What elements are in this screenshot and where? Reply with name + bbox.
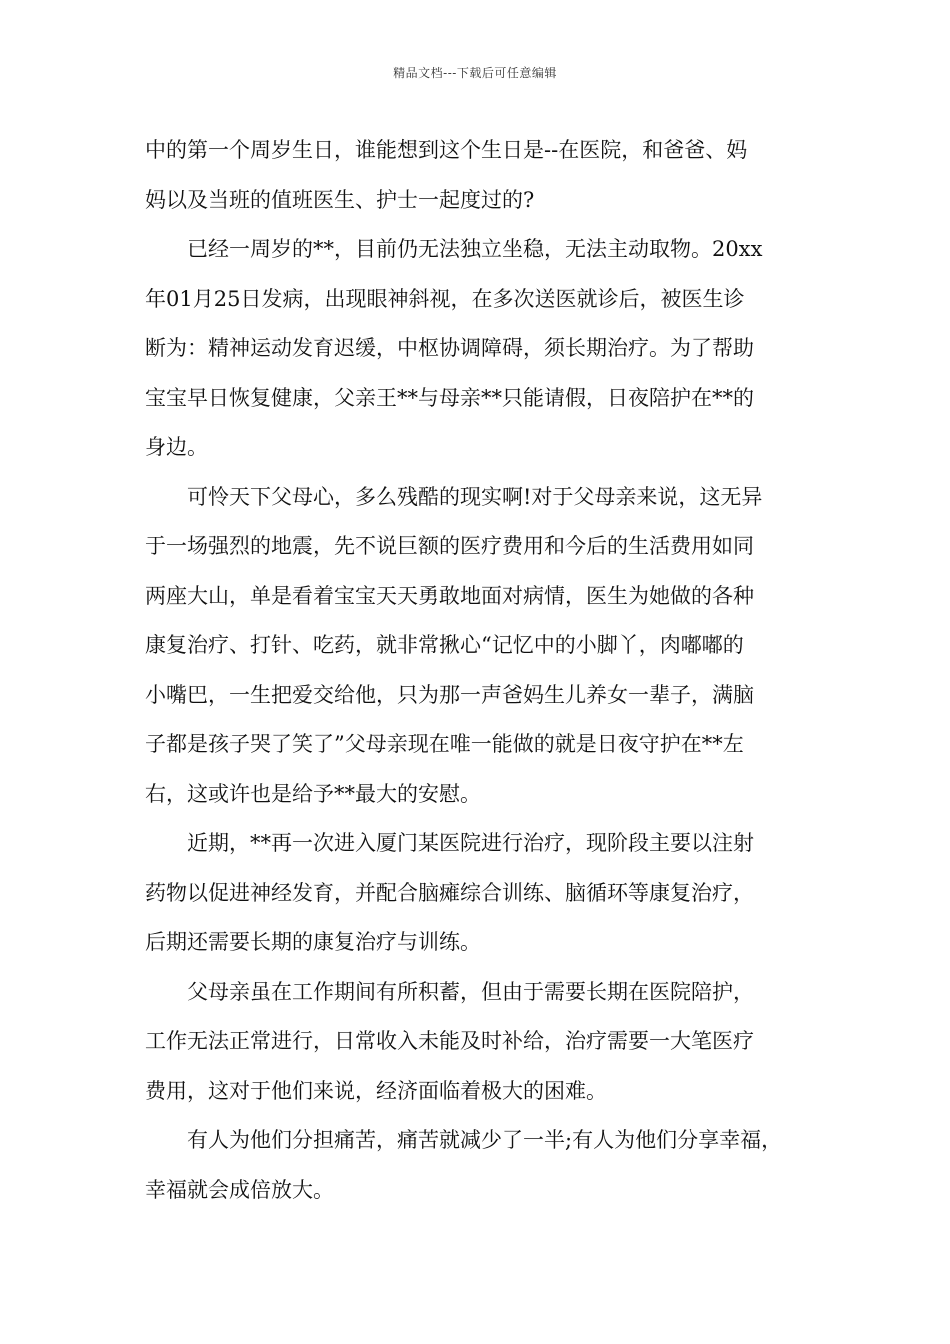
- body-line: 父母亲虽在工作期间有所积蓄，但由于需要长期在医院陪护，: [145, 979, 754, 1004]
- body-line: 幸福就会成倍放大。: [145, 1177, 334, 1202]
- body-line: 小嘴巴，一生把爱交给他，只为那一声爸妈生儿养女一辈子，满脑: [145, 682, 754, 707]
- body-line: 断为：精神运动发育迟缓，中枢协调障碍，须长期治疗。为了帮助: [145, 336, 754, 360]
- body-line: 费用，这对于他们来说，经济面临着极大的困难。: [145, 1078, 607, 1103]
- body-line: 身边。: [145, 435, 208, 459]
- body-line: 药物以促进神经发育，并配合脑瘫综合训练、脑循环等康复治疗，: [145, 880, 754, 905]
- document-body: [145, 126, 817, 1215]
- body-line: 康复治疗、打针、吃药，就非常揪心“记忆中的小脚丫，肉嘟嘟的: [145, 633, 744, 657]
- body-line: 于一场强烈的地震，先不说巨额的医疗费用和今后的生活费用如同: [145, 534, 754, 558]
- body-line: 年01月25日发病，出现眼神斜视，在多次送医就诊后，被医生诊: [145, 286, 745, 311]
- body-line: 有人为他们分担痛苦，痛苦就减少了一半;有人为他们分享幸福，: [145, 1128, 783, 1152]
- body-line: 中的第一个周岁生日，谁能想到这个生日是--在医院，和爸爸、妈: [145, 138, 748, 162]
- body-line: 子都是孩子哭了笑了”父母亲现在唯一能做的就是日夜守护在**左: [145, 732, 744, 756]
- body-line: 妈以及当班的值班医生、护士一起度过的?: [145, 187, 535, 212]
- body-line: 近期，**再一次进入厦门某医院进行治疗，现阶段主要以注射: [145, 831, 754, 855]
- body-line: 右，这或许也是给予**最大的安慰。: [145, 781, 481, 806]
- body-line: 可怜天下父母心，多么残酷的现实啊!对于父母亲来说，这无异: [145, 484, 763, 509]
- body-line: 后期还需要长期的康复治疗与训练。: [145, 930, 481, 954]
- page-header: 精品文档---下载后可任意编辑: [393, 66, 557, 80]
- body-line: 宝宝早日恢复健康，父亲王**与母亲**只能请假，日夜陪护在**的: [145, 385, 754, 410]
- body-line: 两座大山，单是看着宝宝天天勇敢地面对病情，医生为她做的各种: [145, 583, 754, 608]
- body-line: 已经一周岁的**，目前仍无法独立坐稳，无法主动取物。20xx: [145, 237, 763, 261]
- body-line: 工作无法正常进行，日常收入未能及时补给，治疗需要一大笔医疗: [145, 1029, 754, 1053]
